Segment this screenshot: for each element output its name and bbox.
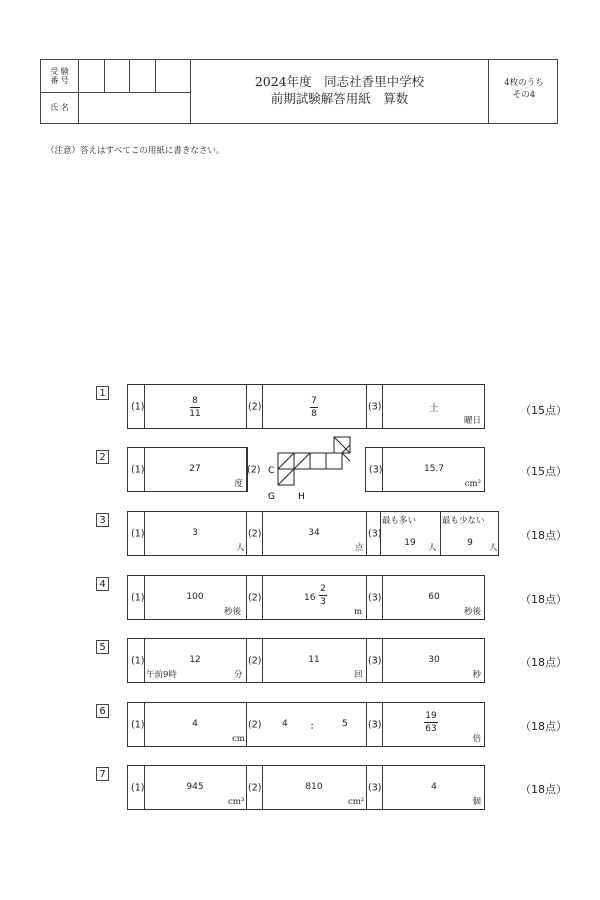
answer-row-q6 [127,702,485,747]
answer-value: 12 [189,655,201,665]
answer-value: 土 [429,404,439,414]
part-label: (1) [131,464,145,475]
least-unit: 人 [489,543,498,553]
exam-number-label: 受 験 番 号 [50,67,69,85]
page-info-sub: その4 [512,90,536,100]
instruction-note: （注意）答えはすべてこの用紙に書きなさい。 [46,146,225,156]
answer-unit: 秒 [472,670,481,680]
school-title: 2024年度 同志社香里中学校 [254,74,425,89]
answer-prefix: 午前9時 [146,670,177,680]
part-label: (1) [131,655,145,666]
answer-whole: 16 [304,593,316,603]
points: （18点） [520,656,567,669]
answer-value: 34 [308,528,320,538]
answer-fraction: 19 63 [425,711,437,734]
question-number: 2 [96,450,109,464]
ratio-colon: ： [310,722,320,732]
points: （15点） [520,404,567,417]
exam-no-cell-divider [155,60,156,92]
answer-value: 945 [186,782,204,792]
answer-row-q7 [127,765,485,810]
points: （18点） [520,529,567,542]
question-number: 6 [96,704,109,718]
answer-unit: 分 [234,670,243,680]
part-label: (1) [131,592,145,603]
question-number: 1 [96,386,109,400]
points: （18点） [520,783,567,796]
question-number: 5 [96,640,109,654]
ratio-right: 5 [342,719,348,729]
answer-fraction: 2 3 [320,584,326,607]
part-label: (2) [247,464,261,476]
question-number: 3 [96,513,109,527]
question-number: 7 [96,767,109,781]
part-label: (2) [248,782,262,793]
answer-value: 11 [308,655,320,665]
header-divider [78,60,79,123]
fig-label-g: G [268,492,275,501]
part-label: (1) [131,719,145,730]
answer-value: 4 [431,782,437,792]
exam-header [40,59,558,124]
part-label: (2) [248,592,262,603]
part-label: (1) [131,782,145,793]
sheet-title: 前期試験解答用紙 算数 [270,91,409,106]
answer-box-q2-3 [365,447,485,492]
answer-unit: 点 [355,543,364,553]
answer-box-q2-1 [127,447,248,492]
ratio-left: 4 [282,719,288,729]
answer-unit: 秒後 [224,607,242,617]
question-number: 4 [96,577,109,591]
part-label: (3) [368,528,382,539]
answer-unit: 人 [236,543,245,553]
most-value: 19 [404,538,416,548]
answer-unit: 個 [472,797,481,807]
answer-unit: cm [232,734,245,744]
points: （18点） [520,593,567,606]
answer-value: 27 [189,464,201,474]
answer-unit: 度 [234,479,243,489]
answer-fraction: 7 8 [311,396,317,419]
exam-no-cell-divider [104,60,105,92]
most-label: 最も多い [382,516,417,526]
points: （15点） [520,465,567,478]
least-label: 最も少ない [442,516,485,526]
page-info: 4枚のうち [504,78,544,88]
part-label: (3) [368,401,382,412]
answer-value: 60 [428,592,440,602]
answer-value: 30 [428,655,440,665]
name-label: 氏 名 [50,103,69,112]
fig-label-h: H [298,492,305,501]
fig-label-c: C [268,466,275,476]
answer-value: 15.7 [423,464,445,474]
answer-row-q4 [127,575,485,620]
answer-fraction: 8 11 [189,396,201,419]
part-label: (2) [248,401,262,412]
part-label: (1) [131,528,145,539]
answer-value: 100 [186,592,204,602]
answer-unit: cm² [464,479,481,489]
answer-row-q3 [127,511,499,556]
answer-value: 3 [192,528,198,538]
answer-unit: 秒後 [463,607,481,617]
points: （18点） [520,720,567,733]
answer-value: 810 [305,782,323,792]
part-label: (2) [248,528,262,539]
answer-value: 4 [192,719,198,729]
answer-unit: 倍 [472,734,481,744]
part-label: (3) [368,592,382,603]
answer-unit: 回 [354,670,363,680]
answer-row-q5 [127,638,485,683]
part-label: (2) [248,655,262,666]
part-label: (1) [131,401,145,412]
answer-unit: m [354,607,363,617]
least-value: 9 [467,538,473,548]
answer-row-q1 [127,384,485,429]
part-label: (2) [248,719,262,730]
answer-unit: 曜日 [463,416,481,426]
part-label: (3) [368,719,382,730]
part-label: (3) [368,782,382,793]
answer-unit: cm² [348,797,365,807]
net-figure [262,433,357,501]
answer-unit: cm³ [228,797,245,807]
header-divider [41,92,190,93]
most-unit: 人 [428,543,437,553]
part-label: (3) [368,655,382,666]
part-label: (3) [369,464,383,475]
exam-no-cell-divider [129,60,130,92]
